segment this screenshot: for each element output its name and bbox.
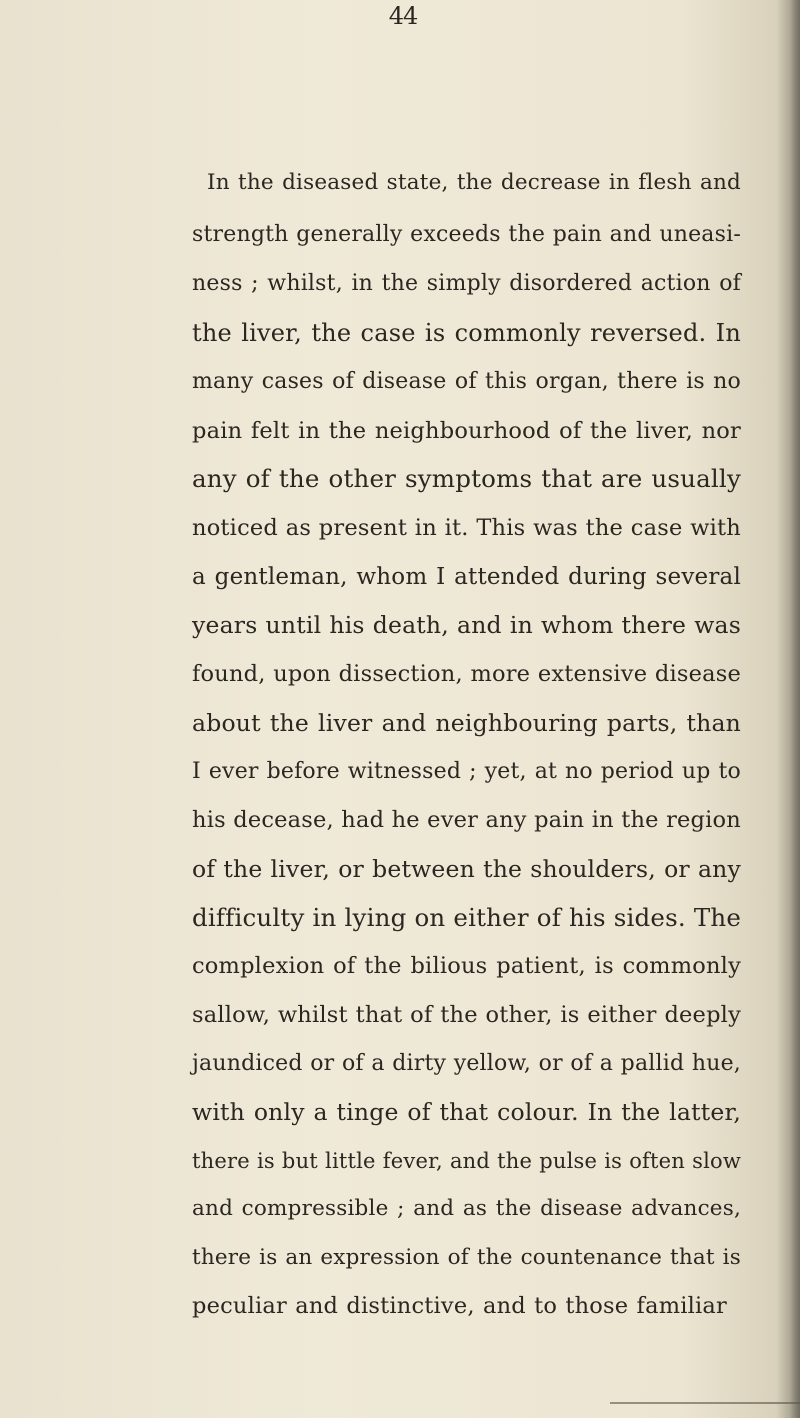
- text-line: jaundiced or of a dirty yellow, or of a pallid hue,: [192, 1051, 741, 1076]
- text-line: many cases of disease of this organ, there is no: [192, 369, 741, 394]
- page-number: 44: [388, 2, 418, 30]
- text-line: complexion of the bilious patient, is commonly: [192, 953, 741, 979]
- page-edge-shadow: [790, 0, 800, 1418]
- text-line: peculiar and distinctive, and to those familiar: [192, 1293, 727, 1319]
- text-line: pain felt in the neighbourhood of the liver, nor: [192, 418, 741, 444]
- text-line: ness ; whilst, in the simply disordered action of: [192, 271, 741, 296]
- text-line: there is an expression of the countenance that is: [192, 1245, 741, 1270]
- page-bottom-edge: [610, 1402, 800, 1404]
- text-line: there is but little fever, and the pulse is often slow: [192, 1149, 741, 1173]
- text-line: a gentleman, whom I attended during several: [192, 564, 741, 590]
- text-line: difficulty in lying on either of his sides. The: [192, 903, 742, 932]
- text-line: any of the other symptoms that are usually: [192, 464, 741, 493]
- text-line: and compressible ; and as the disease advances,: [192, 1196, 741, 1221]
- text-line: the liver, the case is commonly reversed. In: [192, 319, 741, 347]
- text-line: In the diseased state, the decrease in flesh and: [207, 170, 741, 195]
- text-line: noticed as present in it. This was the case with: [192, 515, 741, 541]
- text-line: about the liver and neighbouring parts, than: [192, 709, 741, 737]
- text-line: found, upon dissection, more extensive disease: [192, 661, 741, 687]
- text-line: his decease, had he ever any pain in the region: [192, 807, 741, 833]
- text-line: strength generally exceeds the pain and uneasi-: [192, 222, 741, 247]
- text-line: I ever before witnessed ; yet, at no period up to: [192, 759, 741, 784]
- text-line: years until his death, and in whom there was: [192, 611, 741, 639]
- text-line: of the liver, or between the shoulders, or any: [192, 855, 741, 883]
- text-line: with only a tinge of that colour. In the latter,: [192, 1098, 741, 1126]
- text-line: sallow, whilst that of the other, is either deeply: [192, 1002, 741, 1028]
